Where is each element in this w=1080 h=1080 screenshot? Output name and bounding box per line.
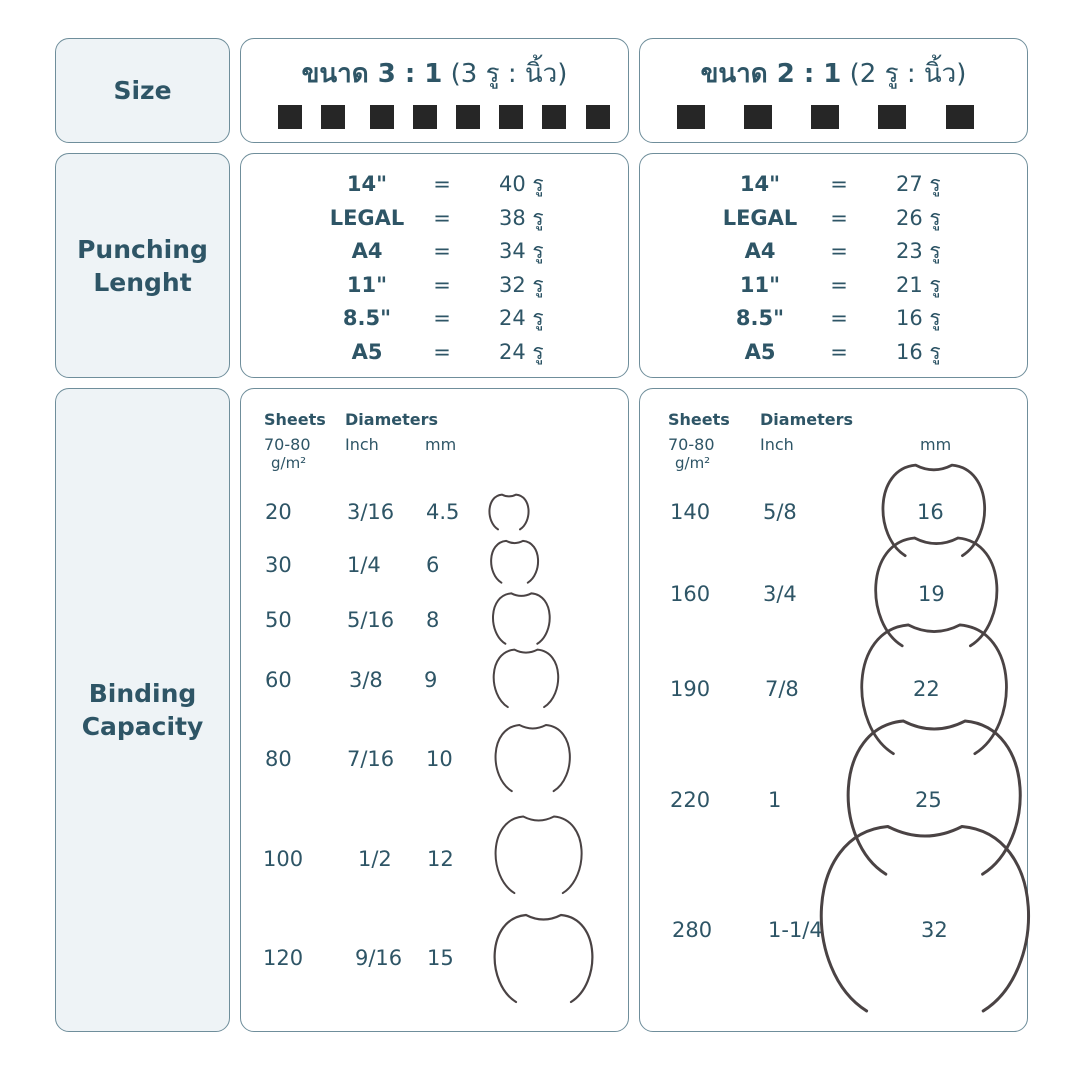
paper-size: A4 (351, 239, 383, 264)
hole-count: 23 รู (896, 239, 941, 264)
hole-count: 24 รู (499, 306, 544, 331)
sheet-count: 20 (265, 500, 292, 524)
punching-row (640, 336, 1027, 369)
sheet-count: 30 (265, 553, 292, 577)
diameter-mm: 22 (913, 677, 940, 701)
equals-sign: = (830, 172, 848, 196)
punching-row (241, 269, 628, 302)
sheets-header: Sheets (264, 410, 326, 429)
equals-sign: = (830, 340, 848, 364)
punching-row (241, 336, 628, 369)
paper-weight: 70-80 (264, 435, 311, 454)
hole-count: 21 รู (896, 272, 941, 297)
size-right-title-bold: ขนาด 2 : 1 (700, 59, 842, 89)
hole-pattern-2-1 (640, 105, 1027, 129)
punch-hole (946, 105, 974, 129)
sheet-count: 80 (265, 747, 292, 771)
punch-hole (278, 105, 302, 129)
diameter-inch: 9/16 (355, 946, 403, 970)
punching-row (640, 269, 1027, 302)
punch-hole (321, 105, 345, 129)
binding-label-cell (55, 388, 230, 1032)
size-left-title-bold: ขนาด 3 : 1 (301, 59, 443, 89)
diameter-inch: 1/2 (358, 847, 392, 871)
paper-size: 14" (346, 172, 388, 196)
diameter-mm: 9 (424, 668, 438, 692)
punch-hole (370, 105, 394, 129)
diameter-mm: 16 (917, 500, 944, 524)
diameters-header: Diameters (760, 410, 853, 429)
equals-sign: = (433, 340, 451, 364)
inch-header: Inch (760, 435, 794, 454)
punching-left-cell (240, 153, 629, 378)
size-right-title-rest: (2 รู : นิ้ว) (841, 59, 967, 89)
diameter-mm: 8 (426, 608, 440, 632)
binding-ring-icon (481, 533, 548, 593)
equals-sign: = (433, 239, 451, 264)
sheet-count: 100 (263, 847, 304, 871)
punching-right-cell (639, 153, 1028, 378)
equals-sign: = (433, 272, 451, 297)
equals-sign: = (830, 272, 848, 297)
binding-ring-icon (480, 487, 538, 539)
size-label: Size (113, 76, 172, 105)
diameter-mm: 6 (426, 553, 440, 577)
punching-row (640, 235, 1027, 268)
paper-size: A5 (744, 340, 776, 364)
diameters-header: Diameters (345, 410, 438, 429)
punching-label: Punching Lenght (77, 234, 208, 297)
binding-right-cell (639, 388, 1028, 1032)
mm-header: mm (425, 435, 457, 454)
punch-hole (542, 105, 566, 129)
sheet-count: 220 (670, 788, 711, 812)
diameter-inch: 1/4 (347, 553, 381, 577)
equals-sign: = (433, 172, 451, 196)
sheets-header: Sheets (668, 410, 730, 429)
paper-size: A5 (351, 340, 383, 364)
paper-size: 11" (739, 272, 781, 297)
size-right-cell (639, 38, 1028, 143)
hole-count: 34 รู (499, 239, 544, 264)
diameter-inch: 3/4 (763, 582, 797, 606)
size-left-title-rest: (3 รู : นิ้ว) (442, 59, 568, 89)
binding-ring-icon (482, 807, 595, 907)
size-right-title (640, 53, 1027, 94)
punching-row (241, 168, 628, 201)
punch-hole (586, 105, 610, 129)
equals-sign: = (433, 205, 451, 230)
diameter-mm: 25 (915, 788, 942, 812)
paper-size: 8.5" (342, 306, 392, 331)
diameter-inch: 1-1/4 (768, 918, 823, 942)
punching-row (241, 202, 628, 235)
hole-count: 32 รู (499, 272, 544, 297)
size-left-cell (240, 38, 629, 143)
paper-size: 8.5" (735, 306, 785, 331)
punching-row (640, 202, 1027, 235)
binding-ring-icon (797, 812, 1053, 1036)
size-label-cell (55, 38, 230, 143)
punching-label-cell (55, 153, 230, 378)
hole-count: 38 รู (499, 205, 544, 230)
punch-hole (811, 105, 839, 129)
diameter-inch: 5/8 (763, 500, 797, 524)
equals-sign: = (433, 306, 451, 331)
punch-hole (878, 105, 906, 129)
diameter-inch: 3/8 (349, 668, 383, 692)
diameter-mm: 12 (427, 847, 454, 871)
paper-weight-unit: g/m² (271, 454, 307, 472)
paper-weight-unit: g/m² (675, 454, 711, 472)
punching-row (640, 302, 1027, 335)
mm-header: mm (920, 435, 952, 454)
punch-hole (413, 105, 437, 129)
paper-weight: 70-80 (668, 435, 715, 454)
hole-count: 27 รู (896, 172, 941, 196)
paper-size: LEGAL (329, 205, 405, 230)
diameter-inch: 5/16 (347, 608, 395, 632)
hole-count: 16 รู (896, 340, 941, 364)
sheet-count: 60 (265, 668, 292, 692)
binding-ring-icon (483, 716, 582, 804)
binding-left-cell (240, 388, 629, 1032)
sheet-count: 50 (265, 608, 292, 632)
hole-count: 16 รู (896, 306, 941, 331)
sheet-count: 120 (263, 946, 304, 970)
diameter-mm: 10 (426, 747, 453, 771)
punch-hole (499, 105, 523, 129)
inch-header: Inch (345, 435, 379, 454)
diameter-mm: 19 (918, 582, 945, 606)
sheet-count: 280 (672, 918, 713, 942)
equals-sign: = (830, 205, 848, 230)
equals-sign: = (830, 239, 848, 264)
sheet-count: 160 (670, 582, 711, 606)
equals-sign: = (830, 306, 848, 331)
paper-size: A4 (744, 239, 776, 264)
diameter-inch: 7/8 (765, 677, 799, 701)
punch-hole (677, 105, 705, 129)
paper-size: LEGAL (722, 205, 798, 230)
diameter-mm: 4.5 (426, 500, 460, 524)
sheet-count: 140 (670, 500, 711, 524)
diameter-inch: 7/16 (347, 747, 395, 771)
punching-row (241, 302, 628, 335)
diameter-mm: 32 (921, 918, 948, 942)
hole-count: 26 รู (896, 205, 941, 230)
binding-label: Binding Capacity (81, 679, 204, 741)
diameter-mm: 15 (427, 946, 454, 970)
paper-size: 14" (739, 172, 781, 196)
punch-hole (456, 105, 480, 129)
diameter-inch: 1 (768, 788, 782, 812)
binding-ring-icon (480, 905, 607, 1017)
punching-row (241, 235, 628, 268)
diameter-inch: 3/16 (347, 500, 395, 524)
paper-size: 11" (346, 272, 388, 297)
binding-ring-icon (482, 641, 570, 719)
sheet-count: 190 (670, 677, 711, 701)
hole-count: 40 รู (499, 172, 544, 196)
hole-count: 24 รู (499, 340, 544, 364)
punching-row (640, 168, 1027, 201)
hole-pattern-3-1 (241, 105, 628, 129)
size-left-title (241, 53, 628, 94)
punch-hole (744, 105, 772, 129)
